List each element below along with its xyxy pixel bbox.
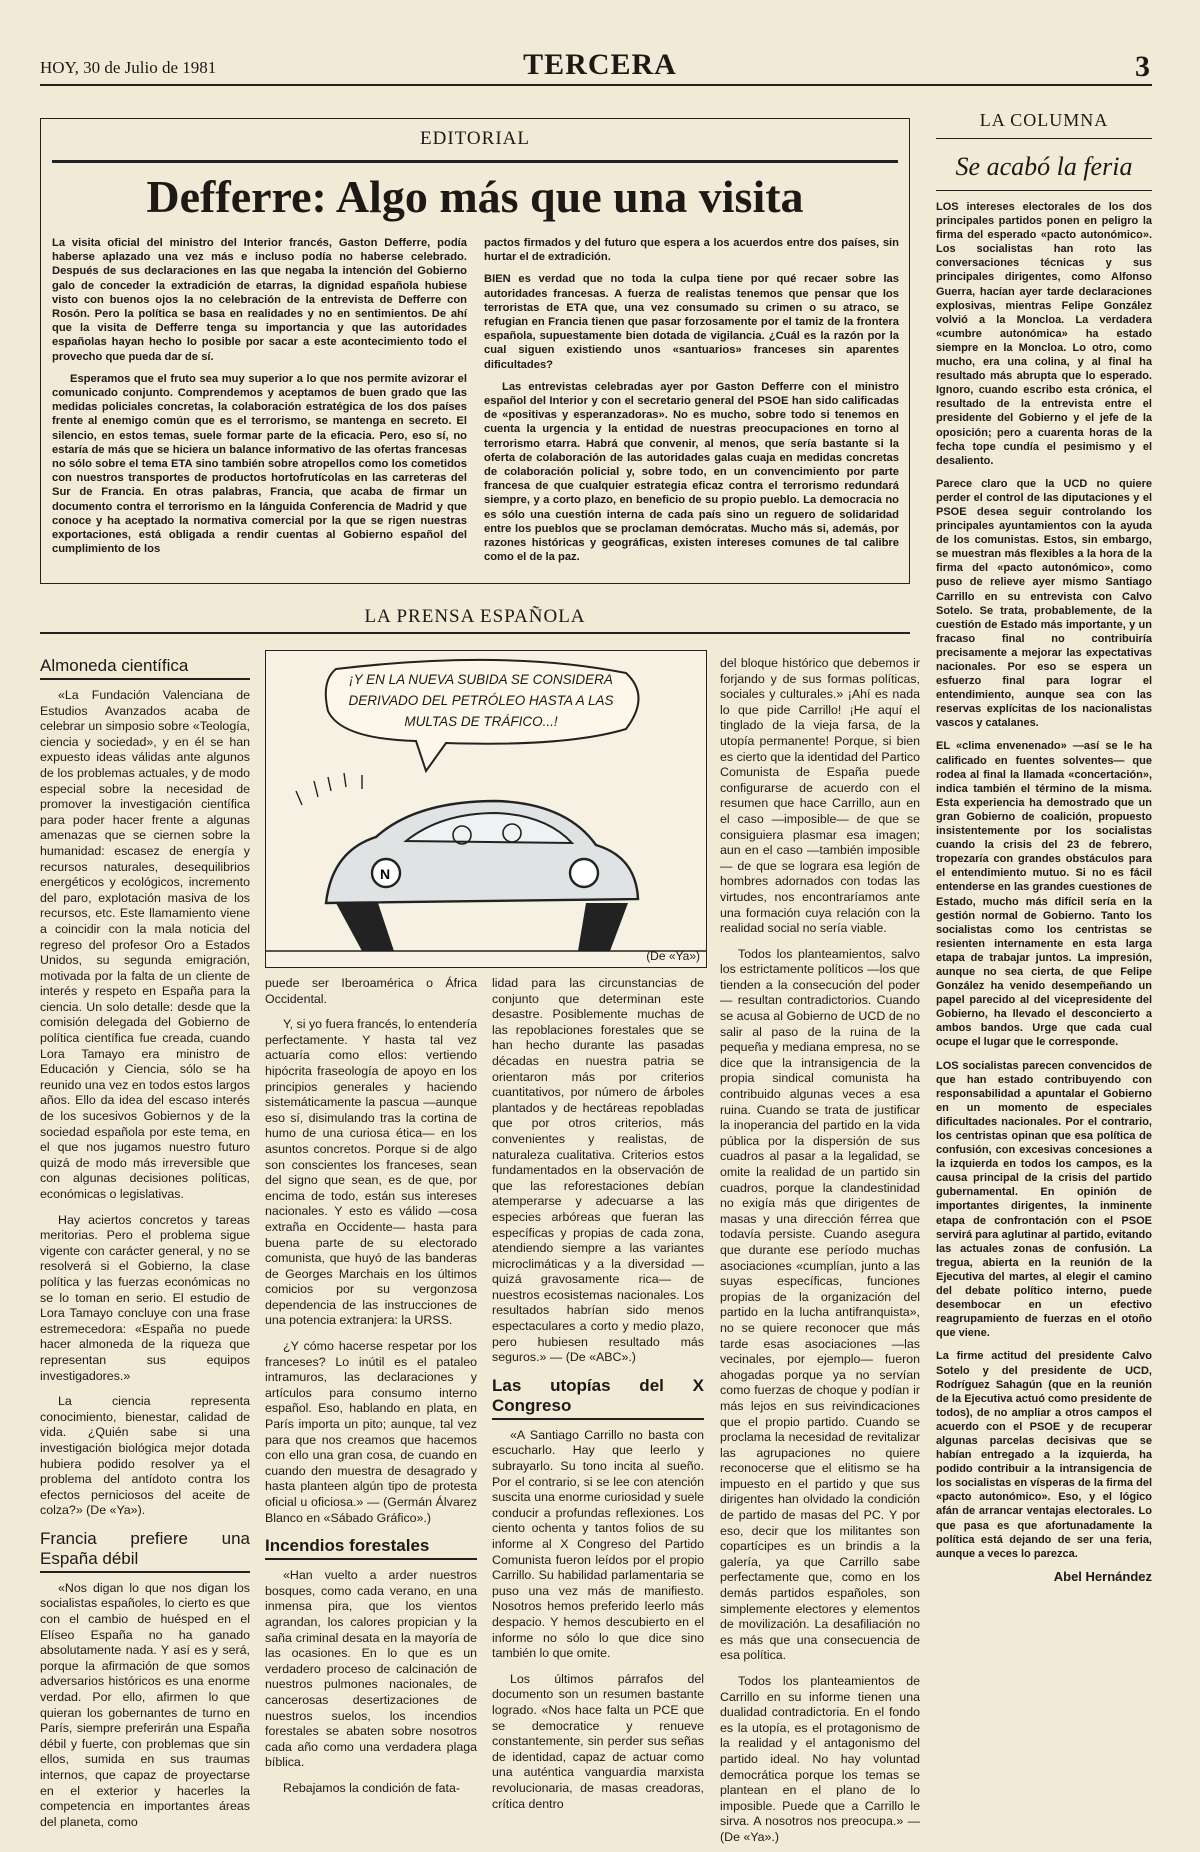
columna-paragraph: LOS socialistas parecen convencidos de que han estado contribuyendo con responsabilidad a apuntalar el Gobierno en un momento de especiales dificultades nacionales. Por el contrario, los centristas opinan que esa política de confusión, con excesivas concesiones a la izquierda en todos los campos, es la causa principal de la crisis del partido gubernamental. En opinión de importantes dirigentes, la inminente etapa de confrontación con el PSOE servirá para aglutinar al partido, evitando las actuales zonas de confusión. La tregua, abierta en la reunión de la Ejecutiva del martes, al elegir el camino del debate político interno, puede desembocar en un efectivo reagrupamiento de fuerzas en el otoño que viene. xyxy=(936,1059,1152,1340)
prensa-column-2 xyxy=(265,976,477,1807)
article-heading: Almoneda científica xyxy=(40,656,250,680)
prensa-label: LA PRENSA ESPAÑOLA xyxy=(364,606,586,627)
editorial-paragraph: La visita oficial del ministro del Interior francés, Gaston Defferre, podía haberse aplazado una vez más e incluso podía no haberse celebrado. Después de sus declaraciones en las que negaba la intención del Gobierno galo de conceder la extradición de etarras, la dignidad española hubiese visto con buenos ojos la no celebración de la entrevista de Defferre con Rosón. Pero la política se basa en realidades y no en sentimientos. De ahí que la visita de Defferre tenga su importancia y que las autoridades españolas hayan hecho lo posible por sacar a este acontecimiento todo el provecho que pueda dar de sí. xyxy=(52,237,467,363)
article-paragraph: «Han vuelto a arder nuestros bosques, como cada verano, en una inmensa pira, que los vientos agrandan, los calores propician y la saña criminal desata en la mayoría de las ocasiones. En lo que es un verdadero proceso de calcinación de nuestros pulmones nacionales, de cancerosas desertizaciones de nuestros suelos, los incendios forestales se abaten sobre nosotros cada año como una verdadera plaga bíblica. xyxy=(265,1568,477,1770)
cartoon xyxy=(265,650,707,968)
editorial-title: Defferre: Algo más que una visita xyxy=(146,171,804,222)
editorial-paragraph: pactos firmados y del futuro que espera a los acuerdos entre dos países, sin hurtar el de extradición. xyxy=(484,237,899,264)
cartoon-speech: ¡Y EN LA NUEVA SUBIDA SE CONSIDERA DERIVADO DEL PETRÓLEO HASTA A LAS MULTAS DE TRÁFICO...! xyxy=(348,672,614,729)
section-title: TERCERA xyxy=(523,48,677,81)
editorial-paragraph: Esperamos que el fruto sea muy superior a lo que nos permite avizorar el comunicado conjunto. Comprendemos y aceptamos de buen grado que las medidas policiales concretas, la colaboración estratégica de los dos países frente al enemigo común que es el terrorismo, se mantenga en secreto. El silencio, en estos temas, suele formar parte de la eficacia. Pero, eso sí, no estaría de más que se hiciera un balance informativo de las ofertas francesas no sólo sobre el tema ETA sino también sobre atropellos como los cometidos con nuestros transportes de productos hortofrutícolas en las carreteras del Sur de Francia. En otras palabras, Francia, que acaba de firmar un documento contra el terrorismo en la lánguida Conferencia de Madrid y que conoce y ha aceptado la normativa comercial por la que se rigen nuestras exportaciones, está obligada a rendir cuentas al Gobierno español del cumplimiento de los xyxy=(52,372,467,556)
article-paragraph: lidad para las circunstancias de conjunto que determinan este desastre. Posiblemente muchas de las repoblaciones forestales que se han hecho durante las pasadas décadas en nuestra patria se orientaron más por criterios cuantitativos, por número de árboles plantados y de hectáreas repobladas que por otros criterios, más convenientes y realistas, de naturaleza cualitativa. Criterios estos fundamentados en la observación de que las reforestaciones debían atemperarse y adecuarse a las especies arbóreas que fueran las específicas y propias de cada zona, atendiendo siempre a las variantes microclimáticas y a la diversidad —quizá gravosamente rica— de nuestros ecosistemas nacionales. Los resultados habrían sido menos espectaculares a corto y medio plazo, pero hubiesen resultado más seguros.» — (De «ABC».) xyxy=(492,976,704,1365)
columna-paragraph: LOS intereses electorales de los dos principales partidos ponen en peligro la firma del esperado «pacto autonómico». Los socialistas han roto las conversaciones técnicas y sus principales dirigentes, como Alfonso Guerra, hacían ayer tarde declaraciones explosivas, mientras Felipe González volvió a la Moncloa. La verdadera «cumbre autonómica» ha estado siempre en la Moncloa. Lo otro, como mucho, era una colina, y al final ha resultado más abrupta que lo esperado. Ignoro, cuando escribo esta crónica, el resultado de la entrevista entre el presidente del Gobierno y el jefe de la oposición; pero a cuarenta horas de la fecha tope cundía el pesimismo y el desaliento. xyxy=(936,201,1152,467)
columna-paragraph: EL «clima envenenado» —así se le ha calificado en fuentes solventes— que rodea al final la llamada «concertación», indica también el término de la misma. Esta experiencia ha demostrado que un gran Gobierno de coalición, propuesto insistentemente por los socialistas cuando la crisis del 23 de febrero, tropezaría con grandes obstáculos para el entendimiento mutuo. Si no es fácil entenderse en las grandes cuestiones de Estado, mucho más difícil sería en la gestión normal de Gobierno. Tanto los socialistas como los centristas se resienten internamente en esta larga etapa de trabajar juntos. La impresión, aunque no sea cierta, de que Felipe González ha venido desempeñando un papel parecido al del vicepresidente del Gobierno, ha llevado el desconcierto a ambos bandos. Urge que cada cual ocupe el lugar que le corresponde. xyxy=(936,740,1152,1049)
article-paragraph: Rebajamos la condición de fata- xyxy=(283,1780,461,1795)
header-rule xyxy=(40,84,1152,86)
article-heading: Francia prefiere una España débil xyxy=(40,1529,250,1573)
article-paragraph: Los últimos párrafos del documento son un resumen bastante logrado. «Nos hace falta un PCE que se democratice y renueve constantemente, sin perder sus señas de identidad, capaz de actuar como una auténtica vanguardia marxista revolucionaria, de masas creadoras, crítica dentro xyxy=(492,1671,704,1811)
article-paragraph: «Nos digan lo que nos digan los socialistas españoles, lo cierto es que con el cambio de huésped en el Elíseo España no ha ganado absolutamente nada. Y así es y será, porque la afirmación de que somos adversarios históricos es una enorme verdad. Por ello, afirmen lo que quieran los gobernantes de turno en París, siempre preferirán una España débil y fuerte, con problemas que sin ellos, sumida en sus traumas internos, que capaz de proyectarse en el exterior y hacerles la competencia en importantes áreas del planeta, como xyxy=(40,1580,250,1829)
article-paragraph: La ciencia representa conocimiento, bienestar, calidad de vida. ¿Quién sabe si una investigación biológica mejor dotada hubiera podido resolver ya el problema del antídoto contra los efectos perniciosos del aceite de colza?» (De «Ya»). xyxy=(40,1394,250,1518)
editorial-paragraph: Las entrevistas celebradas ayer por Gaston Defferre con el ministro español del Interior y con el secretario general del PSOE han sido calificadas de «positivas y esperanzadoras». No es mucho, sobre todo si tenemos en cuenta la urgencia y la entidad de nuestras preocupaciones en torno al terrorismo etarra. Habrá que convenir, al menos, que sería bastante si la oferta de colaboración de las autoridades galas cuaja en medidas concretas de colaboración policial y, sobre todo, en un convencimiento por parte francesa de que cualquier estrategia eficaz contra el terrorismo redundará siempre, y a corto plazo, en beneficio de su propio pueblo. La democracia no es sólo una cuestión interna de cada país sino un reguero de solidaridad entre los pueblos que se proclaman demócratas. Mucho más si, además, por razones históricas y geográficas, existen intereses comunes de tal calibre como el de la paz. xyxy=(484,380,899,564)
columna-title-rule xyxy=(936,190,1152,191)
columna-text xyxy=(936,200,1152,1584)
prensa-column-3 xyxy=(492,976,704,1822)
prensa-column-1 xyxy=(40,656,250,1840)
article-paragraph: Y, si yo fuera francés, lo entendería perfectamente. Y hasta tal vez actuaría como ellos: vertiendo hipócrita fraseología de apoyo en los principios generales y haciendo sistemáticamente la pascua —aunque eso sí, disimulando tras la cortina de humo de una curiosa ética— en los asuntos concretos. Porque si de algo son conscientes los franceses, sean del signo que sean, es de que, por encima de todo, están sus intereses nacionales. Y esto es válido —cosa extraña en Occidente— hasta para buena parte de su electorado comunista, que huyó de las banderas de Georges Marchais en los últimos comicios por su vergonzosa dependencia de las instrucciones de una potencia extranjera: la URSS. xyxy=(265,1017,478,1328)
article-paragraph: del bloque histórico que debemos ir forjando y de sus formas políticas, sociales y culturales.» ¡Ahí es nada lo que pide Carrillo! ¡He aquí el tinglado de la vieja farsa, de la utopía permanente! Porque, si bien es cierto que la identidad del Partico Comunista de España puede configurarse de acuerdo con el resumen que hace Carrillo, aun en el caso —imposible— de que se consiguiera plasmar esa imagen; aun en el caso —también imposible— de que se lograra esa legión de hombres adornados con todas las virtudes, nos encontraríamos ante una formación cuya relación con la realidad social no sería viable. xyxy=(720,656,920,936)
cartoon-credit: (De «Ya») xyxy=(646,949,700,963)
columna-label: LA COLUMNA xyxy=(979,110,1109,130)
article-paragraph: ¿Y cómo hacerse respetar por los franceses? Lo inútil es el pataleo intramuros, las declaraciones y artículos para consumo interno español. Eso, hablando en plata, en París importa un pito; aunque, tal vez para que nos creamos que hacemos con ello una gran cosa, de cuando en cuando den muestra de desagrado y hasta planteen algún tipo de protesta oficial u oficiosa.» — (Germán Álvarez Blanco en «Sábado Gráfico».) xyxy=(265,1339,477,1525)
article-paragraph: Todos los planteamientos, salvo los estrictamente políticos —los que tienden a la consecución del poder— resultan contradictorios. Cuando se acusa al Gobierno de UCD de no salir al paso de la ruina de la pequeña y mediana empresa, no se dice que la intransigencia de la propia sindical comunista ha contribuido algunas veces a esa ruina. Cuando se trata de justificar la inoperancia del partido en la vida pública por la dispersión de sus cuadros al pasar a la legalidad, se omite la realidad de un partido sin cuadros, porque la clandestinidad no exigía más que dirigentes de masas y una dirección férrea que todavía persiste. Cuando asegura que durante ese período muchas asociaciones «cumplían, junto a las suyas específicas, funciones propias de la organización del partido en la lucha antifranquista», no se quiere reconocer que más tarde esas asociaciones —las vecinales, por ejemplo— fueron ahogadas porque ya no servían como fuerzas de choque y podían ir más lejos en sus reivindicaciones que el propio partido. Cuando se proclama la necesidad de revitalizar las agrupaciones no quiere reconocerse que el elitismo se ha impuesto en el partido y que sus dirigentes han olvidado la condición de partido de masas del PC. Y por eso, decir que los militantes son copartícipes es un brindis a la galería, ya que Carrillo sabe perfectamente que, como en los demás partidos españoles, son simplemente electores y elementos de movilización. La desafiliación no es más que una consecuencia de esa política. xyxy=(720,946,920,1663)
prensa-rule xyxy=(40,632,910,634)
header-date: HOY, 30 de Julio de 1981 xyxy=(40,58,217,77)
prensa-column-4 xyxy=(720,656,920,1852)
editorial-left-column xyxy=(52,236,467,564)
editorial-rule xyxy=(52,160,898,163)
editorial-right-column xyxy=(484,236,899,572)
page-number: 3 xyxy=(1135,50,1150,83)
article-heading: Las utopías del X Congreso xyxy=(492,1376,704,1420)
columna-paragraph: Parece claro que la UCD no quiere perder el control de las diputaciones y el PSOE desea seguir controlando los principales ayuntamientos con la ayuda de los comunistas. Estos, sin embargo, se muestran más flexibles a la hora de la firma del «pacto autonómico», como puso de relieve ayer mismo Santiago Carrillo en su entrevista con Calvo Sotelo. Se trata, probablemente, de la cuestión de Estado más importante, y un fracaso final no contribuiría precisamente a mejorar las expectativas nacionales. Por eso se espera un esfuerzo final para lograr el entendimiento, aunque sea con las reservas explícitas de los nacionalistas vascos y catalanes. xyxy=(936,477,1152,730)
columna-author: Abel Hernández xyxy=(1053,1568,1152,1584)
columna-paragraph: La firme actitud del presidente Calvo Sotelo y del presidente de UCD, Rodríguez Sahagún (que en la reunión de la Ejecutiva actuó como presidente de todos), de no ampliar a otros campos el acuerdo con el PSOE y de recuperar algunas parcelas decisivas que se habían entregado a la izquierda, ha podido contribuir a la intransigencia de los socialistas en vísperas de la firma del «pacto autonómico». Eso, y el lógico afán de arrancar ventajas electorales. Lo que pasa es que afortunadamente la política está dejando de ser una feria, aunque a veces lo parezca. xyxy=(936,1350,1152,1560)
svg-text:N: N xyxy=(380,866,391,882)
article-paragraph: Todos los planteamientos de Carrillo en su informe tienen una dualidad contradictoria. En el fondo es la utopía, es el protagonismo de la realidad y el antagonismo del partido ideal. No hay voluntad democrática porque los temas se plantean en el plano de lo imposible. Puede que a Carrillo le sirva. A nosotros nos preocupa.» — (De «Ya».) xyxy=(720,1674,920,1844)
article-heading: Incendios forestales xyxy=(265,1536,477,1560)
columna-rule xyxy=(936,138,1152,139)
article-paragraph: Hay aciertos concretos y tareas meritorias. Pero el problema sigue vigente con carácter general, y no se resolverá si el Gobierno, la clase política y las fuerzas económicas no se lo toman en serio. El estudio de Lora Tamayo concluye con una frase estremecedora: «España no puede hacer almoneda de la riqueza que representan sus equipos investigadores.» xyxy=(40,1212,250,1383)
article-paragraph: puede ser Iberoamérica o África Occidental. xyxy=(265,976,477,1006)
article-paragraph: «La Fundación Valenciana de Estudios Avanzados acaba de celebrar un simposio sobre «Teología, ciencia y sociedad», y en él se han expuesto ideas válidas ante algunos de los problemas actuales, y de modo especial sobre la necesidad de promover la investigación científica para poder hacer frente a algunas amenazas que se ciernen sobre la humanidad: escasez de energía y recursos naturales, desequilibrios energéticos y ecológicos, incremento del paro, explotación masiva de los recursos, etc. Este llamamiento viene a coincidir con la mala noticia del regreso del profesor Oro a Estados Unidos, su segunda emigración, motivada por la falta de un cliente de interés y respeto en España para la ciencia. Un solo detalle: desde que la comisión delegada del Gobierno de política científica fue creada, cuando Lora Tamayo era ministro de Educación y Ciencia, sólo se ha reunido una vez en todos estos largos años. Ello da idea del escaso interés de los sucesivos Gobiernos y de la sociedad española por este tema, en el que nos jugamos nuestro futuro quizá de modo más irreversible que con algunas decisiones políticas, económicas o legislativas. xyxy=(40,688,250,1201)
editorial-label: EDITORIAL xyxy=(420,128,530,149)
article-paragraph: «A Santiago Carrillo no basta con escucharlo. Hay que leerlo y subrayarlo. Su tono incita al sueño. Por el contrario, si se lee con atención suscita una enorme curiosidad y suele conducir a profundas reflexiones. Los ciento ochenta y tantos folios de su informe al X Congreso del Partido Comunista fueron leídos por el propio Carrillo. Su habilidad parlamentaria se puso una vez más de manifiesto. Nosotros hemos preferido leerlo más despacio. Y hemos descubierto en el informe no sólo lo que dice sino también lo que omite. xyxy=(492,1427,704,1661)
editorial-paragraph: BIEN es verdad que no toda la culpa tiene por qué recaer sobre las autoridades francesas. A fuerza de realistas tenemos que pensar que los terroristas de ETA que, una vez consumado su crimen o su atraco, se refugian en Francia tienen que pasar forzosamente por el tamiz de la frontera española, supuestamente bien dotada de vigilancia. ¿Cuál es la razón por la cual siguen existiendo unos «santuarios» franceses sin aparentes dificultades? xyxy=(484,273,899,371)
columna-title: Se acabó la feria xyxy=(955,152,1133,181)
